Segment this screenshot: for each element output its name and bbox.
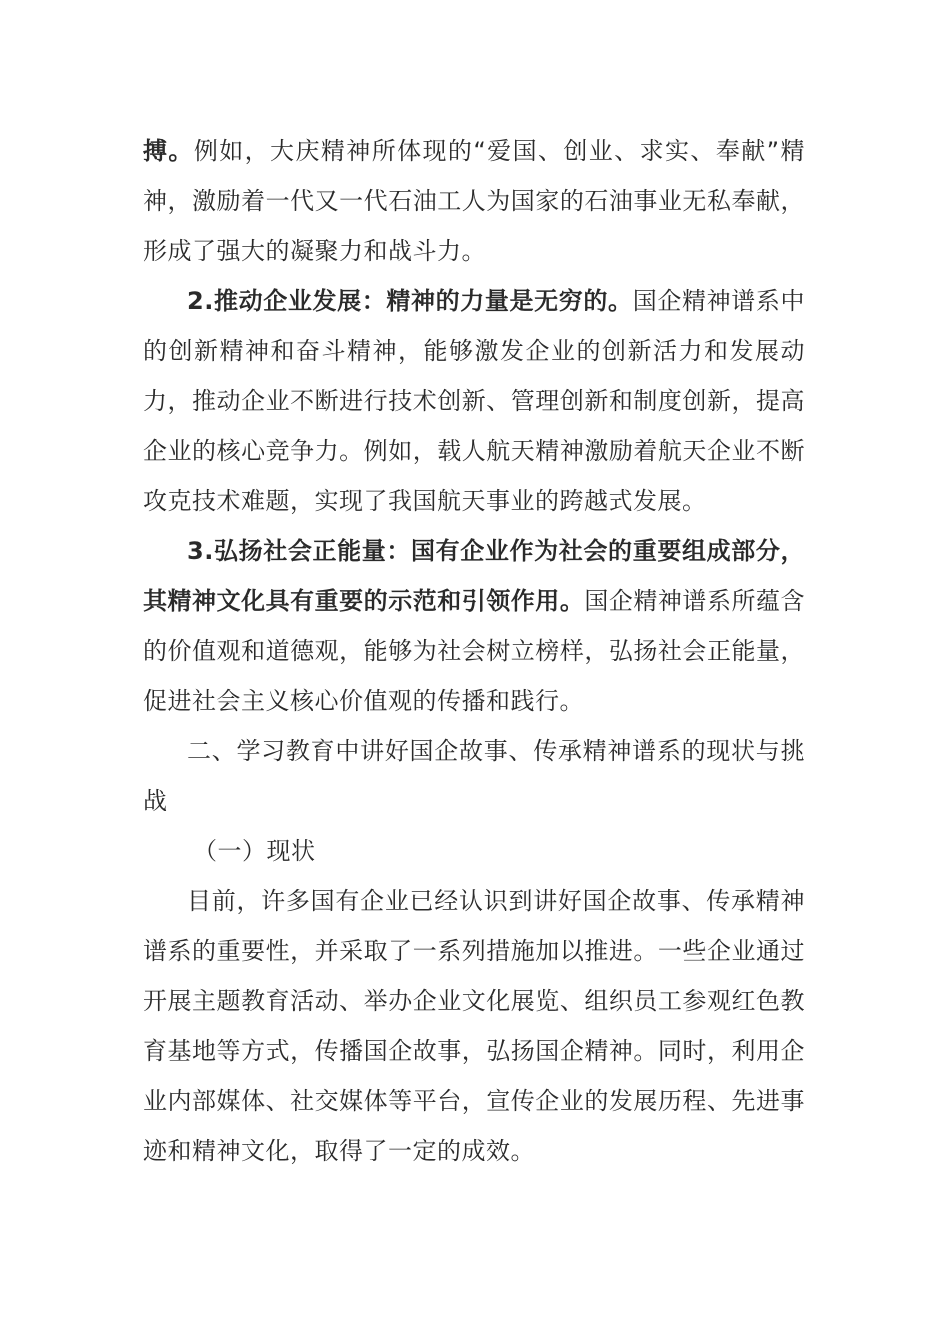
paragraph-continuation (143, 126, 805, 276)
paragraph-current-status: 目前，许多国有企业已经认识到讲好国企故事、传承精神谱系的重要性，并采取了一系列措施加以推进。一些企业通过开展主题教育活动、举办企业文化展览、组织员工参观红色教育基地等方式，传播国企故事，弘扬国企精神。同时，利用企业内部媒体、社交媒体等平台，宣传企业的发展历程、先进事迹和精神文化，取得了一定的成效。 (143, 887, 805, 1165)
section-heading: 二、学习教育中讲好国企故事、传承精神谱系的现状与挑战 (143, 737, 805, 815)
bold-lead-text: 2.推动企业发展：精神的力量是无穷的。 (187, 287, 633, 315)
paragraph-text: 国企精神谱系所蕴含的价值观和道德观，能够为社会树立榜样，弘扬社会正能量，促进社会主义核心价值观的传播和践行。 (143, 587, 806, 715)
paragraph-promote-development (143, 276, 805, 526)
paragraph-text: 例如，大庆精神所体现的“爱国、创业、求实、奉献”精神，激励着一代又一代石油工人为国家的石油事业无私奉献，形成了强大的凝聚力和战斗力。 (143, 137, 806, 265)
document-body (143, 126, 805, 1176)
bold-lead-text: 3.弘扬社会正能量：国有企业作为社会的重要组成部分，其精神文化具有重要的示范和引领作用。 (143, 537, 805, 615)
paragraph-positive-energy (143, 526, 805, 726)
paragraph-text: 国企精神谱系中的创新精神和奋斗精神，能够激发企业的创新活力和发展动力，推动企业不断进行技术创新、管理创新和制度创新，提高企业的核心竞争力。例如，载人航天精神激励着航天企业不断攻克技术难题，实现了我国航天事业的跨越式发展。 (143, 287, 805, 515)
bold-lead-text: 搏。 (143, 137, 194, 165)
subsection-heading: （一）现状 (193, 837, 316, 865)
